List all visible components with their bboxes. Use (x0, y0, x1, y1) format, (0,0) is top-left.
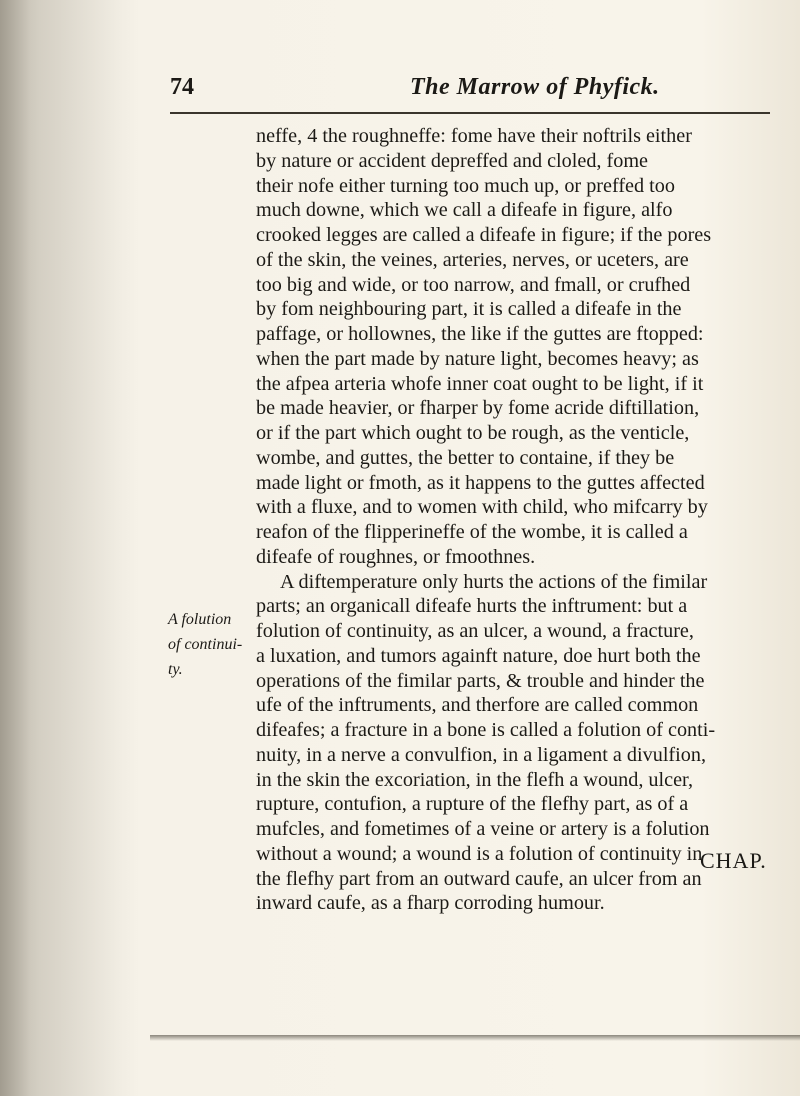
text-line: in the skin the excoriation, in the flefh a wound, ulcer, (256, 768, 694, 791)
text-line: neffe, 4 the roughneffe: fome have their noftrils either (256, 125, 692, 147)
margin-note-line: A folution (168, 611, 232, 628)
header-rule (170, 112, 770, 114)
page-number: 74 (170, 74, 194, 100)
gutter-shadow (0, 0, 150, 1096)
text-line: folution of continuity, as an ulcer, a wound, a fracture, (256, 620, 694, 642)
text-line: much downe, which we call a difeafe in figure, alfo (256, 199, 673, 222)
body-text (256, 124, 776, 916)
text-line: when the part made by nature light, becomes heavy; as (256, 347, 699, 370)
text-line: inward caufe, as a fharp corroding humour. (256, 892, 605, 915)
margin-note-line: ty. (168, 660, 183, 678)
text-line: the flefhy part from an outward caufe, an ulcer from an (256, 867, 702, 890)
text-line: rupture, contufion, a rupture of the flefhy part, as of a (256, 793, 689, 816)
margin-note-line: of continui- (168, 635, 243, 653)
text-line: operations of the fimilar parts, & trouble and hinder the (256, 669, 705, 692)
text-line: wombe, and guttes, the better to containe, if they be (256, 446, 675, 469)
text-line: a luxation, and tumors againft nature, doe hurt both the (256, 644, 701, 667)
text-line: their nofe either turning too much up, or preffed too (256, 174, 675, 197)
text-line: too big and wide, or too narrow, and fmall, or crufhed (256, 273, 691, 296)
text-line: parts; an organicall difeafe hurts the inftrument: but a (256, 595, 688, 618)
text-line: mufcles, and fometimes of a veine or artery is a folution (256, 818, 710, 840)
text-line: with a fluxe, and to women with child, who mifcarry by (256, 496, 708, 519)
text-line: by fom neighbouring part, it is called a difeafe in the (256, 298, 682, 321)
text-line: the afpea arteria whofe inner coat ought to be light, if it (256, 372, 704, 395)
text-line: difeafe of roughnes, or fmoothnes. (256, 545, 536, 568)
text-line: by nature or accident depreffed and cloled, fome (256, 149, 648, 172)
text-line: or if the part which ought to be rough, as the venticle, (256, 422, 690, 444)
page-bottom-edge (150, 1035, 800, 1041)
text-line: be made heavier, or fharper by fome acride diftillation, (256, 397, 700, 420)
text-line: without a wound; a wound is a folution of continuity in (256, 842, 703, 865)
text-line: nuity, in a nerve a convulfion, in a ligament a divulfion, (256, 743, 706, 766)
text-line: reafon of the flipperineffe of the wombe, it is called a (256, 521, 688, 543)
text-line: paffage, or hollownes, the like if the guttes are ftopped: (256, 323, 704, 345)
margin-note (168, 610, 250, 684)
running-title: The Marrow of Phyfick. (410, 74, 660, 100)
catchword: CHAP. (700, 848, 767, 873)
page-header (170, 72, 770, 112)
text-line: difeafes; a fracture in a bone is called a folution of conti- (256, 719, 716, 741)
text-line: of the skin, the veines, arteries, nerves, or uceters, are (256, 248, 689, 271)
text-line: A diftemperature only hurts the actions of the fimilar (280, 570, 708, 593)
text-line: ufe of the inftruments, and therfore are called common (256, 694, 699, 717)
text-line: made light or fmoth, as it happens to the guttes affected (256, 471, 705, 494)
text-line: crooked legges are called a difeafe in figure; if the pores (256, 224, 712, 246)
